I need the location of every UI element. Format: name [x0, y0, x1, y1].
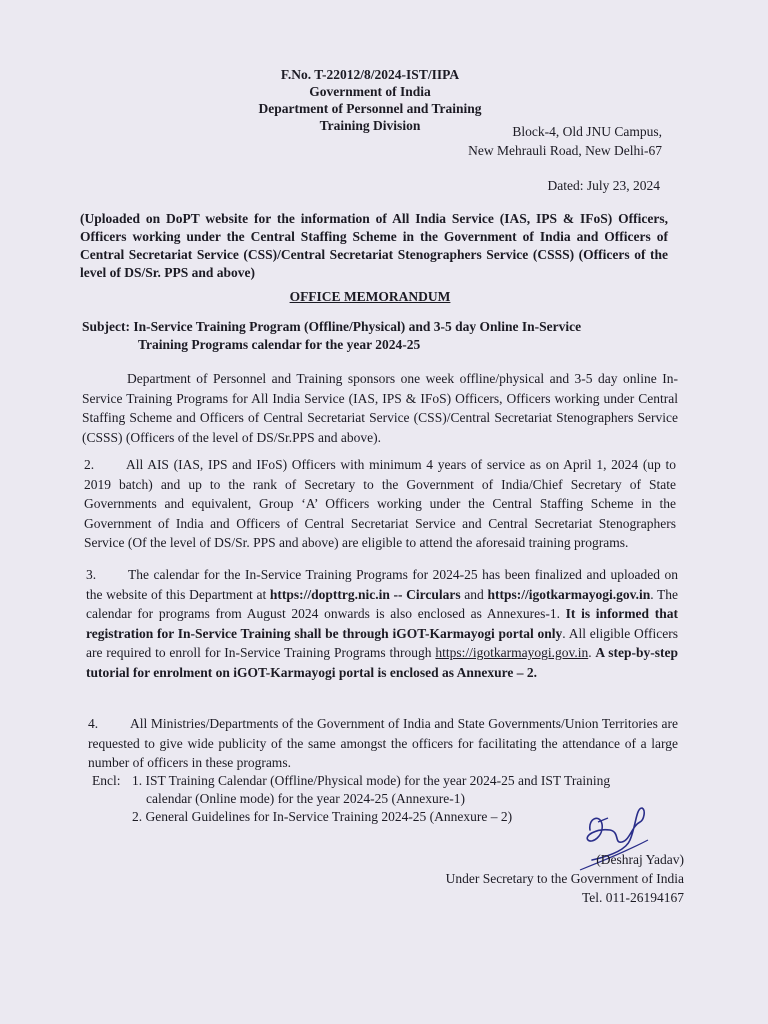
- paragraph-4-number: 4.: [88, 716, 99, 731]
- government-line: Government of India: [309, 84, 431, 99]
- signatory-telephone: Tel. 011-26194167: [581, 890, 684, 905]
- subject-line-2: Training Programs calendar for the year 2024-25: [138, 337, 421, 352]
- address-line-1: Block-4, Old JNU Campus,: [512, 124, 662, 139]
- paragraph-3-number: 3.: [86, 567, 97, 582]
- paragraph-4-text: All Ministries/Departments of the Government of India and State Governments/Union Territories are requested to give wide publicity of the same amongst the officers for facilitating the attendance of a large number of officers in these programs.: [88, 716, 678, 771]
- paragraph-2: [84, 455, 676, 553]
- department-line: Department of Personnel and Training: [258, 101, 482, 116]
- file-number: F.No. T-22012/8/2024-IST/IIPA: [280, 67, 460, 82]
- dopttrg-circulars-link[interactable]: https://dopttrg.nic.in -- Circulars: [269, 586, 461, 602]
- paragraph-3-text-e: .: [588, 645, 596, 661]
- signatory-name: (Deshraj Yadav): [596, 852, 684, 867]
- paragraph-1: Department of Personnel and Training sponsors one week offline/physical and 3-5 day online In-Service Training Programs for All India Service (IAS, IPS & IFoS) Officers, Officers working under Central Staffing Scheme and Officers of Central Secretariat Service (CSS)/Central Secretariat Stenographers Service (CSSS) (Officers of the level of DS/Sr.PPS and above).: [82, 371, 678, 445]
- paragraph-2-number: 2.: [84, 457, 95, 472]
- paragraph-3-text-d: . All eligible Officers are required to enroll for In-Service Training Programs through: [86, 625, 678, 661]
- igot-bold-link[interactable]: https://igotkarmayogi.gov.in: [487, 586, 651, 602]
- enclosure-item-2: 2. General Guidelines for In-Service Training 2024-25 (Annexure – 2): [132, 809, 513, 824]
- enclosure-label: Encl:: [92, 773, 121, 788]
- paragraph-4: [88, 714, 678, 773]
- memo-title: [200, 289, 540, 305]
- paragraph-3-text-c: . The calendar for programs from August 2024 onwards is also enclosed as Annexures-1.: [86, 586, 678, 622]
- address-line-2: New Mehrauli Road, New Delhi-67: [468, 143, 662, 158]
- enclosure-item-1-line-1: 1. IST Training Calendar (Offline/Physical mode) for the year 2024-25 and IST Training: [132, 773, 611, 788]
- tutorial-notice: A step-by-step tutorial for enrolment on iGOT-Karmayogi portal is enclosed as Annexure – 2.: [86, 645, 678, 680]
- date-line: Dated: July 23, 2024: [547, 178, 660, 193]
- paragraph-3-text-b: and: [460, 586, 488, 602]
- paragraph-3-text-a: The calendar for the In-Service Training Programs for 2024-25 has been finalized and uploaded on the website of this Department at: [86, 567, 678, 602]
- igot-underlined-link[interactable]: https://igotkarmayogi.gov.in: [435, 645, 589, 661]
- division-line: Training Division: [319, 118, 421, 133]
- signatory-block: [446, 850, 684, 907]
- paragraph-3: [86, 565, 678, 683]
- paragraph-2-text: All AIS (IAS, IPS and IFoS) Officers with minimum 4 years of service as on April 1, 2024 (up to 2019 batch) and up to the rank of Secretary to the Government of India/Chief Secretary of State Governments and equivalent, Group ‘A’ Officers working under the Central Staffing Scheme in the Government of India and Officers of Central Secretariat Service and Central Secretariat Stenographers Service (Of the level of DS/Sr. PPS and above) are eligible to attend the aforesaid training programs.: [84, 457, 676, 551]
- enclosure-item-1-line-2: calendar (Online mode) for the year 2024-25 (Annexure-1): [146, 791, 465, 806]
- upload-note: (Uploaded on DoPT website for the information of All India Service (IAS, IPS & IFoS) Officers, Officers working under the Central Staffing Scheme in the Government of India and Officers of Central Secretariat Service (CSS)/Central Secretariat Stenographers Service (CSSS) (Officers of the level of DS/Sr. PPS and above): [80, 211, 668, 280]
- address-block: [468, 122, 662, 160]
- memo-title-text: OFFICE MEMORANDUM: [289, 289, 451, 304]
- registration-notice: It is informed that registration for In-Service Training shall be through iGOT-Karmayogi portal only: [86, 606, 678, 641]
- signatory-designation: Under Secretary to the Government of India: [445, 871, 684, 886]
- subject: [82, 318, 672, 354]
- subject-line-1: Subject: In-Service Training Program (Offline/Physical) and 3-5 day Online In-Service: [82, 319, 582, 334]
